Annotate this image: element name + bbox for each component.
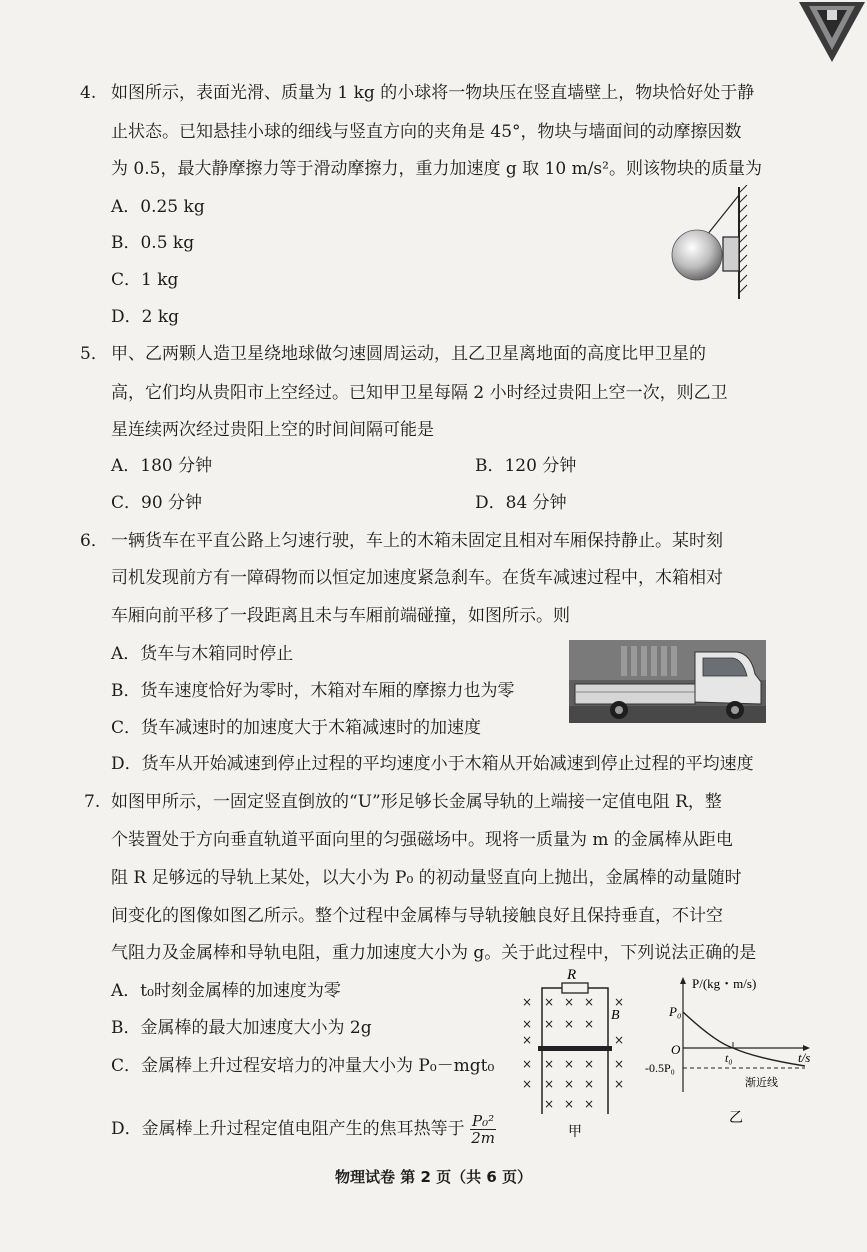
q7-figure-jia bbox=[516, 964, 636, 1139]
q6-truck-photo bbox=[569, 640, 766, 723]
q7-figure-jia-caption: 甲 bbox=[568, 1124, 582, 1139]
corner-logo-icon bbox=[797, 0, 867, 64]
q6-line-2: 司机发现前方有一障碍物而以恒定加速度紧急刹车。在货车减速过程中，木箱相对 bbox=[111, 568, 723, 588]
svg-text:×: × bbox=[544, 1097, 555, 1111]
q7-option-c: C．金属棒上升过程安培力的冲量大小为 P₀－mgt₀ bbox=[111, 1056, 495, 1076]
q7-t0-label: t₀ bbox=[725, 1051, 733, 1065]
q7-resistor-label: R bbox=[567, 967, 577, 983]
q6-number: 6． bbox=[80, 531, 108, 551]
metal-rod bbox=[538, 1046, 612, 1051]
q4-option-c: C．1 kg bbox=[111, 270, 179, 290]
svg-text:×: × bbox=[522, 1077, 533, 1091]
svg-text:×: × bbox=[584, 1077, 595, 1091]
svg-text:×: × bbox=[564, 995, 575, 1009]
svg-text:×: × bbox=[522, 1057, 533, 1071]
q4-line-2: 止状态。已知悬挂小球的细线与竖直方向的夹角是 45°，物块与墙面间的动摩擦因数 bbox=[111, 122, 742, 142]
magnetic-field-crosses bbox=[522, 995, 624, 1111]
svg-text:×: × bbox=[614, 1077, 625, 1091]
svg-text:×: × bbox=[522, 995, 533, 1009]
q4-ball-wall-figure bbox=[665, 185, 765, 303]
q7-y-axis-label: P/(kg・m/s) bbox=[692, 976, 757, 991]
q5-number: 5． bbox=[80, 344, 108, 364]
svg-text:×: × bbox=[522, 1017, 533, 1031]
q5-option-d: D．84 分钟 bbox=[475, 493, 567, 513]
q7-fraction-denominator: 2m bbox=[471, 1129, 495, 1147]
q5-option-b: B．120 分钟 bbox=[475, 456, 577, 476]
q7-line-2: 个装置处于方向垂直轨道平面向里的匀强磁场中。现将一质量为 m 的金属棒从距电 bbox=[111, 830, 733, 850]
q7-option-d-fraction bbox=[470, 1113, 496, 1146]
svg-text:×: × bbox=[544, 1057, 555, 1071]
q7-neg-label: -0.5P₀ bbox=[645, 1061, 675, 1075]
q4-line-1: 如图所示，表面光滑、质量为 1 kg 的小球将一物块压在竖直墙壁上，物块恰好处于静 bbox=[111, 83, 755, 103]
svg-text:×: × bbox=[544, 995, 555, 1009]
q4-line-3: 为 0.5，最大静摩擦力等于滑动摩擦力，重力加速度 g 取 10 m/s²。则该物块的质量为 bbox=[111, 159, 762, 179]
q6-option-a: A．货车与木箱同时停止 bbox=[111, 644, 294, 664]
q4-number: 4. bbox=[80, 83, 97, 103]
page-footer: 物理试卷 第 2 页（共 6 页） bbox=[335, 1168, 532, 1186]
svg-text:×: × bbox=[564, 1077, 575, 1091]
q7-option-d bbox=[111, 1113, 496, 1146]
q7-number: 7. bbox=[84, 792, 101, 812]
resistor-symbol bbox=[562, 983, 588, 993]
q7-field-label: B bbox=[611, 1008, 620, 1023]
svg-text:×: × bbox=[584, 1057, 595, 1071]
q7-option-a: A．t₀时刻金属棒的加速度为零 bbox=[111, 981, 341, 1001]
q4-option-a: A．0.25 kg bbox=[111, 197, 205, 217]
q4-option-b: B．0.5 kg bbox=[111, 233, 195, 253]
q6-line-1: 一辆货车在平直公路上匀速行驶，车上的木箱未固定且相对车厢保持静止。某时刻 bbox=[111, 531, 723, 551]
svg-text:×: × bbox=[564, 1097, 575, 1111]
svg-text:×: × bbox=[564, 1057, 575, 1071]
svg-text:×: × bbox=[584, 995, 595, 1009]
q7-x-axis-label: t/s bbox=[798, 1050, 811, 1065]
q6-option-c: C．货车减速时的加速度大于木箱减速时的加速度 bbox=[111, 718, 482, 738]
momentum-curve bbox=[683, 1012, 805, 1066]
q7-figure-yi-caption: 乙 bbox=[729, 1110, 743, 1126]
q6-option-b: B．货车速度恰好为零时，木箱对车厢的摩擦力也为零 bbox=[111, 681, 515, 701]
svg-text:×: × bbox=[522, 1033, 533, 1047]
q5-option-c: C．90 分钟 bbox=[111, 493, 203, 513]
q7-option-b: B．金属棒的最大加速度大小为 2g bbox=[111, 1018, 372, 1038]
q7-fraction-numerator: P₀² bbox=[472, 1112, 495, 1130]
svg-text:×: × bbox=[584, 1017, 595, 1031]
q7-line-4: 间变化的图像如图乙所示。整个过程中金属棒与导轨接触良好且保持垂直，不计空 bbox=[111, 906, 723, 926]
q7-line-3: 阻 R 足够远的导轨上某处，以大小为 P₀ 的初动量竖直向上抛出，金属棒的动量随时 bbox=[111, 868, 742, 888]
q6-line-3: 车厢向前平移了一段距离且未与车厢前端碰撞，如图所示。则 bbox=[111, 606, 570, 626]
q7-origin-label: O bbox=[671, 1042, 681, 1057]
q5-line-1: 甲、乙两颗人造卫星绕地球做匀速圆周运动，且乙卫星离地面的高度比甲卫星的 bbox=[111, 344, 706, 364]
q7-asymptote-label: 渐近线 bbox=[745, 1076, 778, 1089]
svg-text:×: × bbox=[584, 1097, 595, 1111]
q6-option-d: D．货车从开始减速到停止过程的平均速度小于木箱从开始减速到停止过程的平均速度 bbox=[111, 754, 754, 774]
q4-option-d: D．2 kg bbox=[111, 307, 180, 327]
svg-text:×: × bbox=[614, 1057, 625, 1071]
svg-text:×: × bbox=[564, 1017, 575, 1031]
svg-text:×: × bbox=[544, 1017, 555, 1031]
q5-option-a: A．180 分钟 bbox=[111, 456, 213, 476]
q7-line-5: 气阻力及金属棒和导轨电阻，重力加速度大小为 g。关于此过程中，下列说法正确的是 bbox=[111, 943, 757, 963]
q7-line-1: 如图甲所示，一固定竖直倒放的“U”形足够长金属导轨的上端接一定值电阻 R，整 bbox=[111, 792, 722, 812]
q7-p0-label: P₀ bbox=[669, 1004, 682, 1019]
svg-text:×: × bbox=[614, 1033, 625, 1047]
svg-text:×: × bbox=[544, 1077, 555, 1091]
q7-figure-yi bbox=[645, 972, 815, 1147]
q5-line-2: 高，它们均从贵阳市上空经过。已知甲卫星每隔 2 小时经过贵阳上空一次，则乙卫 bbox=[111, 383, 728, 403]
q7-option-d-text: D．金属棒上升过程定值电阻产生的焦耳热等于 bbox=[111, 1119, 465, 1139]
q5-line-3: 星连续两次经过贵阳上空的时间间隔可能是 bbox=[111, 420, 434, 440]
svg-text:×: × bbox=[614, 995, 625, 1009]
